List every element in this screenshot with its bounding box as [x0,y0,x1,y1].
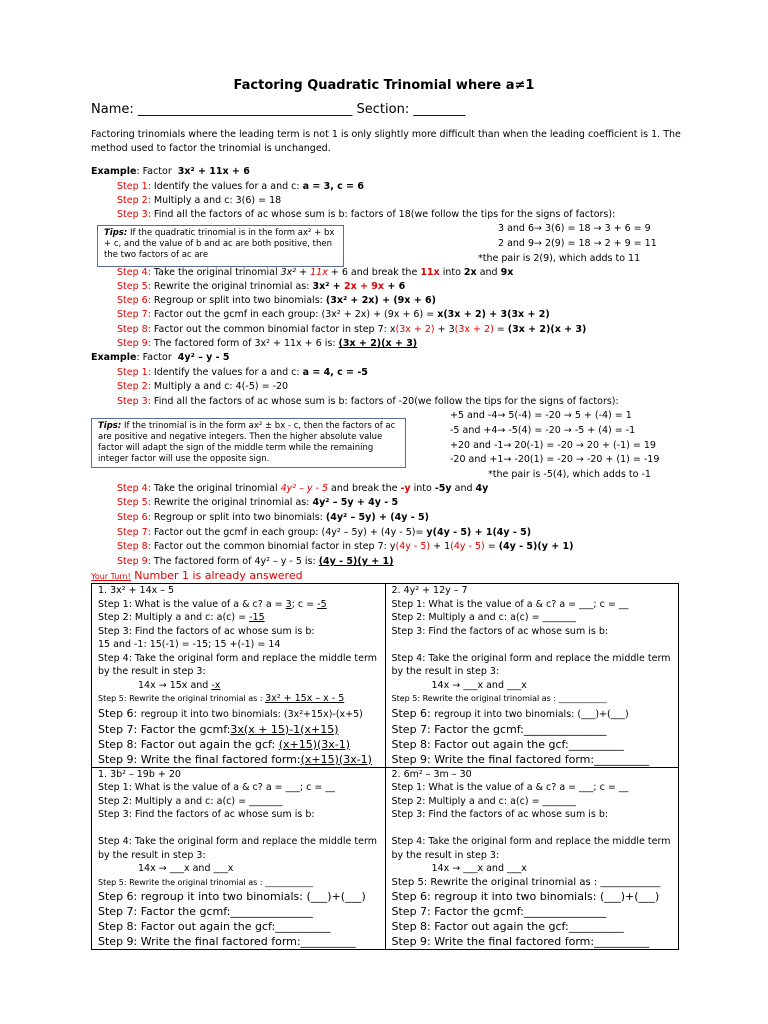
problem-step5[interactable]: Step 5: Rewrite the original trinomial as : ____________ [391,876,661,888]
example2-step7: Step 7: Factor out the gcmf in each group: (4y² – 5y) + (4y - 5)= y(4y - 5) + 1(4y - 5) [117,527,532,538]
example2-heading: Example: Factor 4y² – y - 5 [91,352,230,363]
problem-step9[interactable]: Step 9: Write the final factored form:__________ [98,935,356,948]
problem-step2[interactable]: Step 2: Multiply a and c: a(c) = _______ [391,612,576,623]
problem-step1[interactable]: Step 1: What is the value of a & c? a = ___; c = __ [391,598,629,610]
intro-paragraph: Factoring trinomials where the leading term is not 1 is only slightly more difficult than when the leading coefficient is 1. The method used to factor the trinomial is unchanged. [91,129,681,154]
problem-step4: Step 4: Take the original form and replace the middle term by the result in step 3: [98,836,377,861]
problem-header: 2. 4y² + 12y – 7 [391,585,468,596]
problem-step6: Step 6: regroup it into two binomials: (3x²+15x)-(x+5) [98,706,363,720]
problem-step2: Step 2: Multiply a and c: a(c) = -15 [98,612,265,623]
problem-step3: Step 3: Find the factors of ac whose sum is b: [391,625,609,637]
problem-header: 1. 3x² + 14x – 5 [98,585,175,596]
problem-cell [92,584,386,768]
problem-step7[interactable]: Step 7: Factor the gcmf:_______________ [391,905,607,918]
problem-step7[interactable]: Step 7: Factor the gcmf:_______________ [98,905,313,918]
example1-calc: 3 and 6→ 3(6) = 18 → 3 + 6 = 9 2 and 9→ 2(9) = 18 → 2 + 9 = 11 *the pair is 2(9), which adds to 11 [478,223,657,264]
example1-step6: Step 6: Regroup or split into two binomials: (3x² + 2x) + (9x + 6) [117,295,436,306]
section-blank[interactable]: ________ [413,102,466,117]
problem-cell [92,767,386,950]
problem-step5[interactable]: Step 5: Rewrite the original trinomial as : ____________ [98,877,314,887]
example1-step4: Step 4: Take the original trinomial 3x² + 11x + 6 and break the 11x into 2x and 9x [117,267,514,278]
problem-cell [385,584,679,768]
problem-step9[interactable]: Step 9: Write the final factored form:__________ [391,935,650,948]
problem-step5[interactable]: Step 5: Rewrite the original trinomial as : ____________ [391,694,607,703]
example2-step1: Step 1: Identify the values for a and c: a = 4, c = -5 [117,367,368,378]
problem-cell [385,767,679,950]
problem-step4-answer[interactable]: 14x → ___x and ___x [431,863,527,874]
problem-step1[interactable]: Step 1: What is the value of a & c? a = ___; c = __ [391,782,629,793]
problem-step7: Step 7: Factor the gcmf:3x(x + 15)-1(x+15) [98,722,339,736]
problem-step1: Step 1: What is the value of a & c? a = 3; c = -5 [98,598,327,610]
name-blank[interactable]: _________________________________ [137,102,353,117]
problem-step8[interactable]: Step 8: Factor out again the gcf:__________ [391,737,624,751]
example1-step3: Step 3: Find all the factors of ac whose sum is b: factors of 18(we follow the tips for the signs of factors): [117,209,616,220]
example2-step2: Step 2: Multiply a and c: 4(-5) = -20 [117,381,289,392]
example2-step4: Step 4: Take the original trinomial 4y² – y - 5 and break the -y into -5y and 4y [117,483,489,494]
problem-step4: Step 4: Take the original form and replace the middle term by the result in step 3: [391,652,671,677]
problem-step2[interactable]: Step 2: Multiply a and c: a(c) = _______ [391,795,576,807]
problem-step3: Step 3: Find the factors of ac whose sum is b: [391,809,609,820]
problem-step3-answer: 15 and -1: 15(-1) = -15; 15 +(-1) = 14 [98,639,281,650]
problems-row [92,767,679,950]
page-title: Factoring Quadratic Trinomial where a≠1 [233,78,535,93]
problem-step9: Step 9: Write the final factored form:(x+15)(3x-1) [98,752,372,766]
name-section-line [91,102,465,117]
example1-step7: Step 7: Factor out the gcmf in each group: (3x² + 2x) + (9x + 6) = x(3x + 2) + 3(3x + 2) [117,309,550,320]
problem-step8[interactable]: Step 8: Factor out again the gcf:__________ [98,920,331,933]
example1-step8: Step 8: Factor out the common binomial factor in step 7: x(3x + 2) + 3(3x + 2) = (3x + 2)(x + 3) [117,324,587,335]
example1-step9: Step 9: The factored form of 3x² + 11x + 6 is: (3x + 2)(x + 3) [117,338,418,349]
problem-header: 1. 3b² – 19b + 20 [98,768,181,780]
problem-step6[interactable]: Step 6: regroup it into two binomials: (___)+(___) [391,890,660,903]
example2-tips-box: Tips: If the trinomial is in the form ax² ± bx - c, then the factors of ac are positive and negative integers. Then the higher absolute value factor will adapt the sign of the middle term while the remaining integer factor will use the opposite sign. [91,418,406,468]
example1-tips-box: Tips: If the quadratic trinomial is in the form ax² + bx + c, and the value of b and ac are both positive, then the two factors of ac are [97,225,344,267]
example2-calc: +5 and -4→ 5(-4) = -20 → 5 + (-4) = 1 -5 and +4→ -5(4) = -20 → -5 + (4) = -1 +20 and -1→ 20(-1) = -20 → 20 + (-1) = 19 -20 and +1→ -20(1) = -20 → -20 + (1) = -19 *the pair is -5(4), which adds to -1 [450,410,660,481]
name-label: Name: [91,102,134,117]
example2-step6: Step 6: Regroup or split into two binomials: (4y² – 5y) + (4y - 5) [117,512,429,523]
example2-step8: Step 8: Factor out the common binomial factor in step 7: y(4y - 5) + 1(4y - 5) = (4y - 5)(y + 1) [117,541,574,552]
problem-step4: Step 4: Take the original form and replace the middle term by the result in step 3: [98,652,377,677]
example2-step5: Step 5: Rewrite the original trinomial as: 4y² – 5y + 4y - 5 [117,497,399,508]
problems-row [92,584,679,768]
example1-heading: Example: Factor 3x² + 11x + 6 [91,166,250,177]
section-label: Section: [356,102,410,117]
problem-step4-answer: 14x → 15x and -x [138,679,221,691]
problem-step7[interactable]: Step 7: Factor the gcmf:_______________ [391,722,607,736]
problems-grid [91,583,679,950]
problem-step5: Step 5: Rewrite the original trinomial as : 3x² + 15x – x - 5 [98,693,345,704]
example1-step1: Step 1: Identify the values for a and c: a = 3, c = 6 [117,181,364,192]
example2-step3: Step 3: Find all the factors of ac whose sum is b: factors of -20(we follow the tips for the signs of factors): [117,396,619,407]
problem-step2[interactable]: Step 2: Multiply a and c: a(c) = _______ [98,795,283,807]
problem-step3: Step 3: Find the factors of ac whose sum is b: [98,809,315,820]
example1-step5: Step 5: Rewrite the original trinomial as: 3x² + 2x + 9x + 6 [117,281,406,292]
problem-step9[interactable]: Step 9: Write the final factored form:__________ [391,752,650,766]
your-turn-heading: Your Turn! Number 1 is already answered [91,569,303,582]
problem-step8[interactable]: Step 8: Factor out again the gcf:__________ [391,920,624,933]
problem-step4-answer[interactable]: 14x → ___x and ___x [431,679,527,691]
problem-step6[interactable]: Step 6: regroup it into two binomials: (___)+(___) [98,890,366,903]
problem-step4: Step 4: Take the original form and replace the middle term by the result in step 3: [391,836,671,861]
example2-step9: Step 9: The factored form of 4y² – y - 5 is: (4y - 5)(y + 1) [117,556,394,567]
problem-step1[interactable]: Step 1: What is the value of a & c? a = ___; c = __ [98,782,335,793]
example1-step2: Step 2: Multiply a and c: 3(6) = 18 [117,195,282,206]
problem-step3: Step 3: Find the factors of ac whose sum is b: [98,625,315,637]
problem-step6[interactable]: Step 6: regroup it into two binomials: (___)+(___) [391,706,629,720]
problem-header: 2. 6m² – 3m – 30 [391,768,472,780]
problem-step4-answer[interactable]: 14x → ___x and ___x [138,863,234,874]
problem-step8: Step 8: Factor out again the gcf: (x+15)(3x-1) [98,737,351,751]
